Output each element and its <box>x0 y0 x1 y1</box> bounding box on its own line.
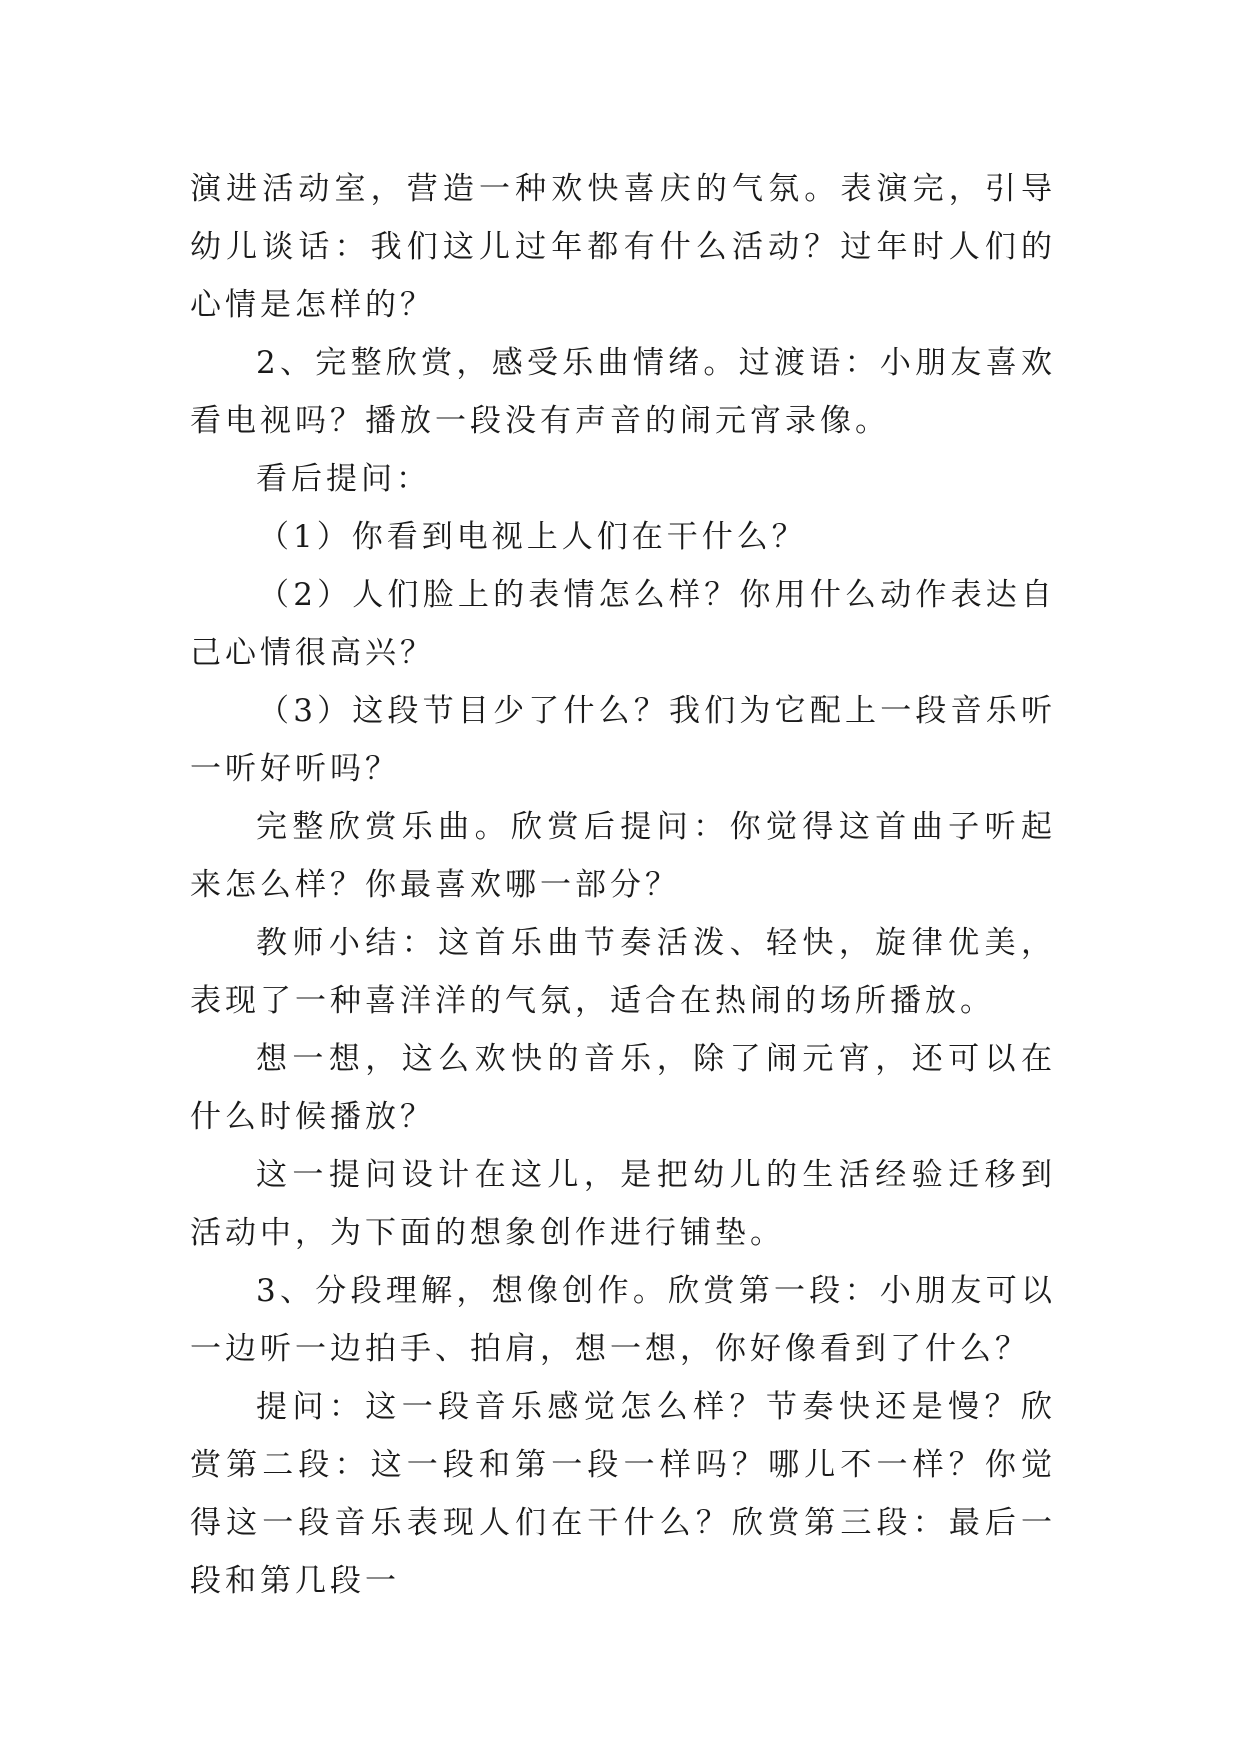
paragraph: 看后提问： <box>256 461 431 497</box>
paragraph: （2）人们脸上的表情怎么样？你用什么动作表达自己心情很高兴？ <box>190 577 1056 671</box>
paragraph: （1）你看到电视上人们在干什么？ <box>258 519 807 555</box>
paragraph: 这一提问设计在这儿，是把幼儿的生活经验迁移到活动中，为下面的想象创作进行铺垫。 <box>190 1157 1056 1251</box>
paragraph: 提问：这一段音乐感觉怎么样？节奏快还是慢？欣赏第二段：这一段和第一段一样吗？哪儿不一样？你觉得这一段音乐表现人们在干什么？欣赏第三段：最后一段和第几段一 <box>190 1389 1056 1599</box>
paragraph: 2、完整欣赏，感受乐曲情绪。过渡语：小朋友喜欢看电视吗？播放一段没有声音的闹元宵录像。 <box>190 345 1056 439</box>
paragraph: 3、分段理解，想像创作。欣赏第一段：小朋友可以一边听一边拍手、拍肩，想一想，你好像看到了什么？ <box>190 1273 1056 1367</box>
paragraph: 教师小结：这首乐曲节奏活泼、轻快，旋律优美，表现了一种喜洋洋的气氛，适合在热闹的场所播放。 <box>190 925 1056 1019</box>
paragraph: 演进活动室，营造一种欢快喜庆的气氛。表演完，引导幼儿谈话：我们这儿过年都有什么活动？过年时人们的心情是怎样的？ <box>190 171 1056 323</box>
paragraph: 完整欣赏乐曲。欣赏后提问：你觉得这首曲子听起来怎么样？你最喜欢哪一部分？ <box>190 809 1056 903</box>
document-page <box>190 160 1056 1610</box>
paragraph: 想一想，这么欢快的音乐，除了闹元宵，还可以在什么时候播放？ <box>190 1041 1056 1135</box>
paragraph: （3）这段节目少了什么？我们为它配上一段音乐听一听好听吗？ <box>190 693 1056 787</box>
